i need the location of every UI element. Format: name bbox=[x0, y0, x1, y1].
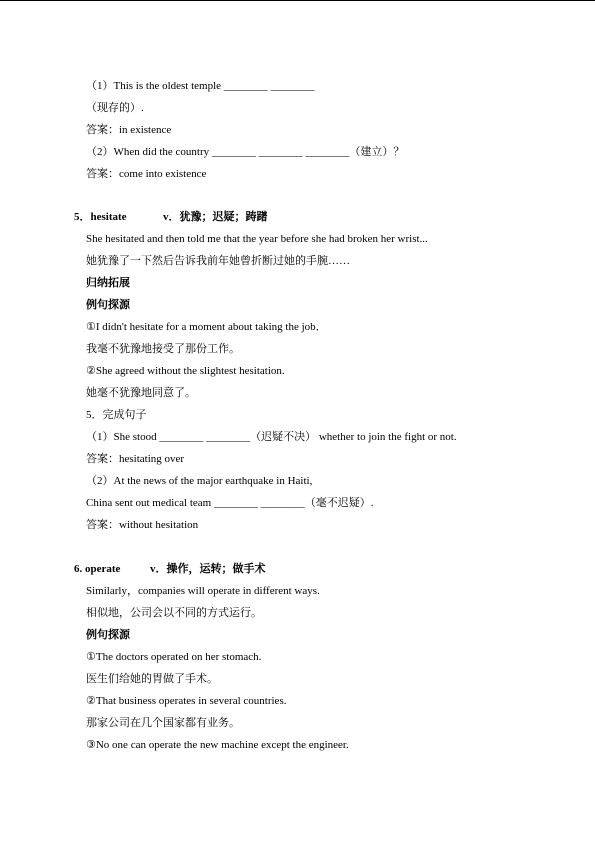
exercise-question-1: （1）She stood ________ ________（迟疑不决） whether to join the fight or not. bbox=[86, 431, 457, 443]
example-3-en: ③No one can operate the new machine except the engineer. bbox=[86, 739, 349, 751]
entry-heading bbox=[0, 206, 595, 228]
example-sentence-zh: 相似地，公司会以不同的方式运行。 bbox=[86, 607, 262, 619]
vocab-entry-hesitate bbox=[0, 206, 595, 536]
example-2-en: ②She agreed without the slightest hesitation. bbox=[86, 365, 285, 377]
vocab-entry-operate bbox=[0, 558, 595, 756]
entry-definition: v．操作，运转；做手术 bbox=[150, 563, 266, 575]
exercise-question-2: （2）When did the country ________ ________ ________（建立）？ bbox=[86, 146, 405, 158]
entry-headword: 5．hesitate bbox=[74, 211, 127, 223]
section-title-examples: 例句探源 bbox=[86, 629, 130, 641]
example-sentence-zh: 她犹豫了一下然后告诉我前年她曾折断过她的手腕…… bbox=[86, 255, 350, 267]
example-1-zh: 医生们给她的胃做了手术。 bbox=[86, 673, 218, 685]
exercise-top-block bbox=[0, 75, 595, 185]
section-title-examples: 例句探源 bbox=[86, 299, 130, 311]
exercise-answer-2: 答案：come into existence bbox=[86, 168, 207, 180]
example-1-zh: 我毫不犹豫地接受了那份工作。 bbox=[86, 343, 240, 355]
exercise-question-1: （1）This is the oldest temple ________ ________ bbox=[86, 80, 315, 92]
section-title-extension: 归纳拓展 bbox=[86, 277, 130, 289]
exercise-question-2-cont: China sent out medical team ________ ________（毫不迟疑）. bbox=[86, 497, 374, 509]
exercise-answer-1: 答案：hesitating over bbox=[86, 453, 185, 465]
example-1-en: ①I didn't hesitate for a moment about taking the job． bbox=[86, 321, 327, 333]
exercise-answer-1: 答案：in existence bbox=[86, 124, 172, 136]
example-1-en: ①The doctors operated on her stomach. bbox=[86, 651, 262, 663]
page-top-rule bbox=[0, 0, 595, 1]
exercise-answer-2: 答案：without hesitation bbox=[86, 519, 199, 531]
entry-headword: 6. operate bbox=[74, 563, 121, 575]
entry-heading bbox=[0, 558, 595, 580]
exercise-question-2: （2）At the news of the major earthquake in Haiti, bbox=[86, 475, 313, 487]
example-sentence-en: She hesitated and then told me that the year before she had broken her wrist... bbox=[86, 233, 428, 245]
example-sentence-en: Similarly，companies will operate in different ways. bbox=[86, 585, 320, 597]
exercise-title: 5．完成句子 bbox=[86, 409, 147, 421]
exercise-question-1-hint: （现存的）. bbox=[86, 102, 144, 114]
example-2-en: ②That business operates in several countries. bbox=[86, 695, 287, 707]
example-2-zh: 那家公司在几个国家都有业务。 bbox=[86, 717, 240, 729]
example-2-zh: 她毫不犹豫地同意了。 bbox=[86, 387, 196, 399]
entry-definition: v．犹豫；迟疑；踌躇 bbox=[163, 211, 268, 223]
